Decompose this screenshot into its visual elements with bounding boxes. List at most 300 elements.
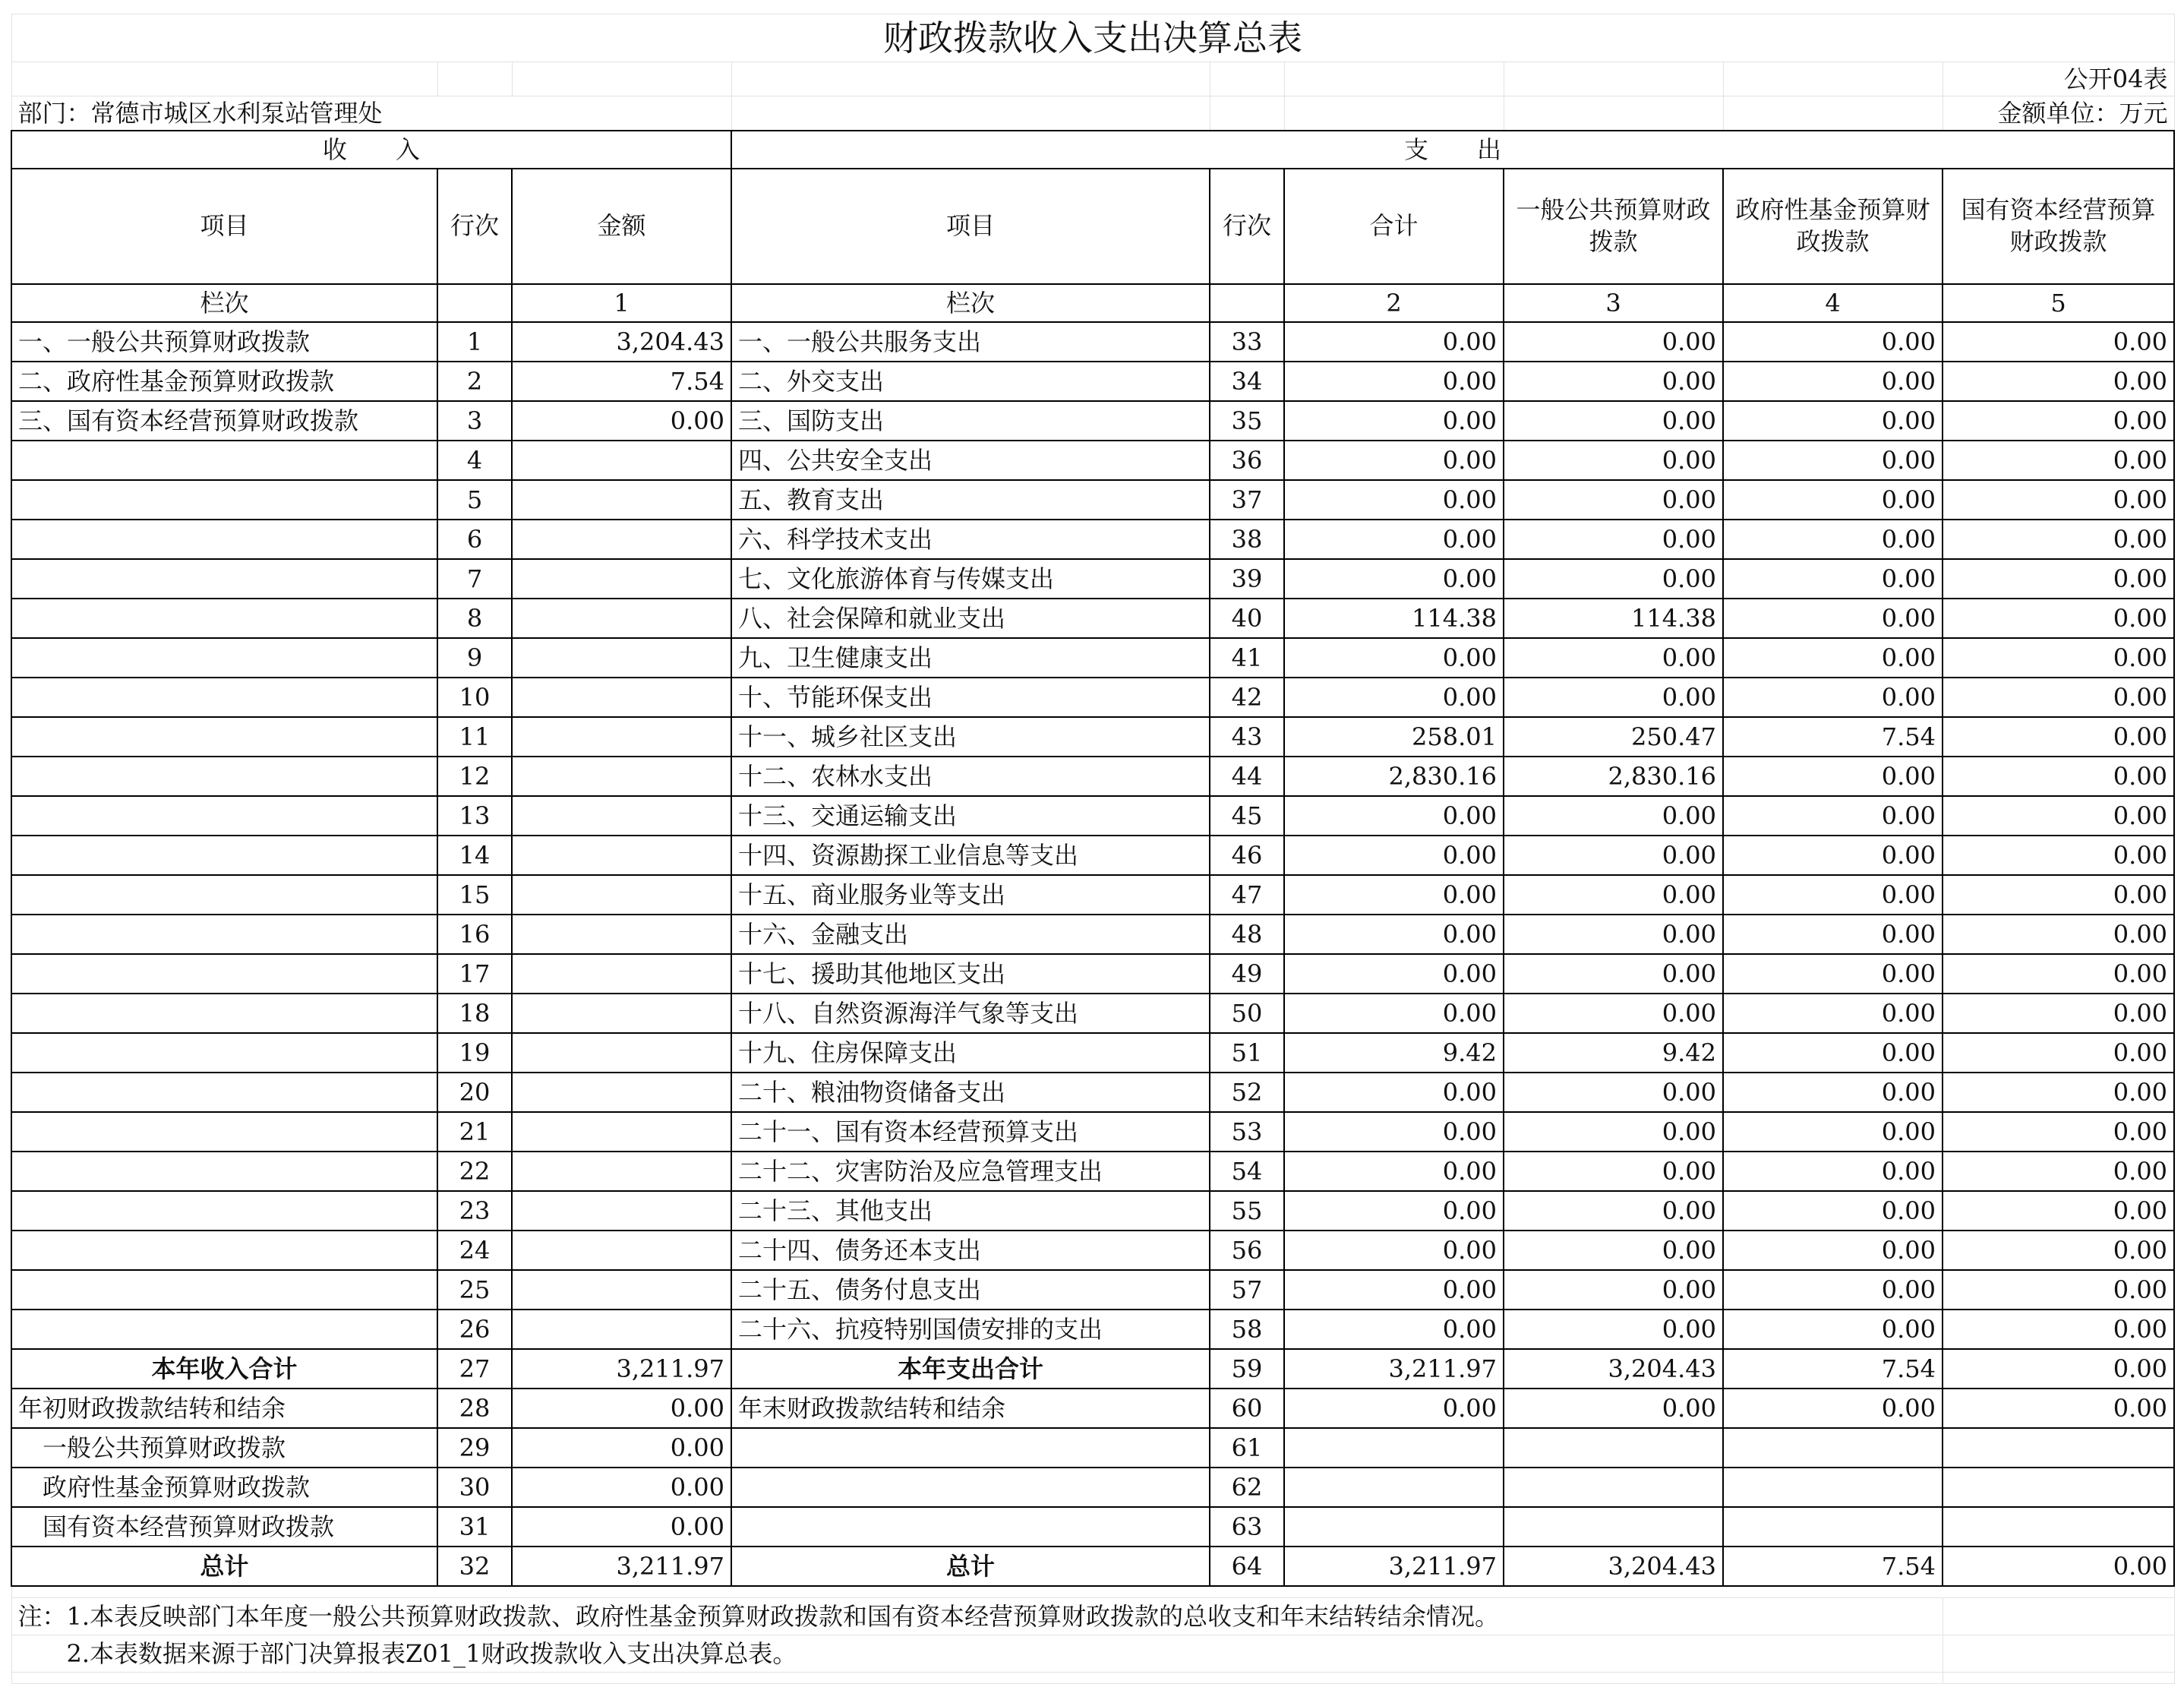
table-row [11, 1270, 2174, 1310]
amount-cell: 0.00 [1284, 520, 1504, 559]
line-number: 3 [437, 401, 512, 441]
line-number: 13 [437, 796, 512, 836]
amount-cell: 0.00 [1284, 362, 1504, 401]
line-number: 15 [437, 875, 512, 915]
amount-cell: 0.00 [1723, 757, 1943, 796]
amount-cell: 0.00 [1504, 638, 1723, 678]
expense-item: 三、国防支出 [731, 401, 1210, 441]
col-income-item: 项目 [11, 169, 437, 284]
expense-item: 二十、粮油物资储备支出 [731, 1073, 1210, 1112]
amount-cell: 7.54 [1723, 717, 1943, 757]
amount-cell: 0.00 [1943, 836, 2174, 875]
amount-cell: 0.00 [1723, 638, 1943, 678]
amount-cell: 0.00 [1284, 1152, 1504, 1191]
income-item [11, 875, 437, 915]
col-index-label: 栏次 [11, 284, 437, 322]
amount-cell: 0.00 [1284, 441, 1504, 480]
line-number: 26 [437, 1310, 512, 1349]
col-index-2: 2 [1284, 284, 1504, 322]
amount-cell: 0.00 [512, 1389, 731, 1428]
col-general-budget: 一般公共预算财政拨款 [1504, 169, 1723, 284]
expense-item: 一、一般公共服务支出 [731, 322, 1210, 362]
expense-item: 十七、援助其他地区支出 [731, 954, 1210, 994]
line-number: 10 [437, 678, 512, 717]
amount-cell: 0.00 [1943, 717, 2174, 757]
table-row [11, 717, 2174, 757]
amount-cell: 0.00 [1943, 1231, 2174, 1270]
expense-item: 二、外交支出 [731, 362, 1210, 401]
amount-cell: 0.00 [1504, 401, 1723, 441]
income-item [11, 1152, 437, 1191]
table-row [11, 520, 2174, 559]
grand-total-expense-label: 总计 [731, 1547, 1210, 1586]
col-index-3: 3 [1504, 284, 1723, 322]
expense-item: 十五、商业服务业等支出 [731, 875, 1210, 915]
line-number: 46 [1210, 836, 1284, 875]
amount-cell: 0.00 [1723, 401, 1943, 441]
table-row [11, 678, 2174, 717]
amount-cell: 0.00 [1504, 1389, 1723, 1428]
amount-cell: 0.00 [1504, 994, 1723, 1033]
col-index-4: 4 [1723, 284, 1943, 322]
amount-cell: 0.00 [1504, 362, 1723, 401]
amount-cell: 0.00 [1723, 678, 1943, 717]
line-number: 29 [437, 1428, 512, 1468]
line-number: 8 [437, 599, 512, 638]
table-row [11, 1073, 2174, 1112]
line-number: 36 [1210, 441, 1284, 480]
amount-cell: 0.00 [1943, 1073, 2174, 1112]
amount-cell: 0.00 [1943, 1112, 2174, 1152]
line-number: 25 [437, 1270, 512, 1310]
line-number: 30 [437, 1468, 512, 1507]
line-number: 59 [1210, 1349, 1284, 1389]
amount-cell: 0.00 [1504, 322, 1723, 362]
amount-cell: 0.00 [1943, 599, 2174, 638]
income-item [11, 1270, 437, 1310]
table-row [11, 599, 2174, 638]
line-number: 22 [437, 1152, 512, 1191]
amount-cell: 0.00 [1943, 1152, 2174, 1191]
expense-item: 十一、城乡社区支出 [731, 717, 1210, 757]
amount-cell: 0.00 [1723, 1231, 1943, 1270]
amount-cell [512, 1112, 731, 1152]
amount-cell: 0.00 [1943, 994, 2174, 1033]
note-line-2: 2.本表数据来源于部门决算报表Z01_1财政拨款收入支出决算总表。 [11, 1635, 1943, 1673]
col-index-exp-label: 栏次 [731, 284, 1210, 322]
amount-cell: 258.01 [1284, 717, 1504, 757]
line-number: 24 [437, 1231, 512, 1270]
line-number: 7 [437, 559, 512, 599]
amount-cell: 0.00 [1284, 1112, 1504, 1152]
income-item [11, 1112, 437, 1152]
line-number: 38 [1210, 520, 1284, 559]
line-number: 57 [1210, 1270, 1284, 1310]
expense-item: 十三、交通运输支出 [731, 796, 1210, 836]
line-number: 56 [1210, 1231, 1284, 1270]
amount-cell: 0.00 [1723, 994, 1943, 1033]
amount-cell: 0.00 [1284, 1073, 1504, 1112]
notes-section [11, 1586, 2174, 1684]
line-number: 37 [1210, 480, 1284, 520]
line-number: 54 [1210, 1152, 1284, 1191]
line-number: 53 [1210, 1112, 1284, 1152]
carry-in-label: 年初财政拨款结转和结余 [11, 1389, 437, 1428]
amount-cell: 0.00 [1504, 1152, 1723, 1191]
income-item [11, 836, 437, 875]
table-head [11, 131, 2174, 322]
amount-cell: 0.00 [1943, 441, 2174, 480]
income-item [11, 994, 437, 1033]
expense-item: 七、文化旅游体育与传媒支出 [731, 559, 1210, 599]
amount-cell [512, 1310, 731, 1349]
col-expense-item: 项目 [731, 169, 1210, 284]
line-number: 50 [1210, 994, 1284, 1033]
amount-cell: 0.00 [1943, 915, 2174, 954]
income-item [11, 1310, 437, 1349]
amount-cell [512, 678, 731, 717]
amount-cell: 0.00 [1943, 401, 2174, 441]
grand-total-income-amount: 3,211.97 [512, 1547, 731, 1586]
amount-cell: 0.00 [1284, 954, 1504, 994]
amount-cell: 0.00 [1723, 1191, 1943, 1231]
amount-cell: 0.00 [1943, 678, 2174, 717]
amount-cell: 114.38 [1284, 599, 1504, 638]
amount-cell: 3,204.43 [1504, 1547, 1723, 1586]
amount-cell: 0.00 [1943, 520, 2174, 559]
expense-item: 十六、金融支出 [731, 915, 1210, 954]
line-number: 16 [437, 915, 512, 954]
amount-cell: 0.00 [1284, 1191, 1504, 1231]
amount-cell: 0.00 [1723, 599, 1943, 638]
amount-cell: 3,211.97 [1284, 1349, 1504, 1389]
amount-cell: 9.42 [1504, 1033, 1723, 1073]
amount-cell: 3,211.97 [1284, 1547, 1504, 1586]
line-number: 43 [1210, 717, 1284, 757]
table-row [11, 796, 2174, 836]
income-item: 二、政府性基金预算财政拨款 [11, 362, 437, 401]
amount-cell: 0.00 [1504, 796, 1723, 836]
col-index-5: 5 [1943, 284, 2174, 322]
line-number: 33 [1210, 322, 1284, 362]
col-expense-line: 行次 [1210, 169, 1284, 284]
expense-item: 八、社会保障和就业支出 [731, 599, 1210, 638]
amount-cell: 0.00 [1723, 1389, 1943, 1428]
table-row [11, 875, 2174, 915]
line-number: 5 [437, 480, 512, 520]
income-item [11, 638, 437, 678]
expense-item: 六、科学技术支出 [731, 520, 1210, 559]
line-number: 55 [1210, 1191, 1284, 1231]
expense-item: 五、教育支出 [731, 480, 1210, 520]
amount-cell [512, 1033, 731, 1073]
col-income-amount: 金额 [512, 169, 731, 284]
line-number: 45 [1210, 796, 1284, 836]
amount-cell: 0.00 [1943, 757, 2174, 796]
income-item [11, 480, 437, 520]
line-number: 60 [1210, 1389, 1284, 1428]
amount-cell: 0.00 [1723, 954, 1943, 994]
line-number: 14 [437, 836, 512, 875]
table-row [11, 954, 2174, 994]
amount-cell [512, 954, 731, 994]
amount-cell [512, 836, 731, 875]
line-number: 34 [1210, 362, 1284, 401]
amount-cell: 0.00 [1504, 1270, 1723, 1310]
year-income-total-label: 本年收入合计 [11, 1349, 437, 1389]
table-row [11, 480, 2174, 520]
amount-cell [512, 757, 731, 796]
amount-cell: 0.00 [1284, 994, 1504, 1033]
amount-cell: 0.00 [1504, 480, 1723, 520]
amount-cell: 0.00 [512, 1428, 731, 1468]
income-item [11, 954, 437, 994]
amount-cell [512, 480, 731, 520]
amount-cell: 0.00 [1723, 322, 1943, 362]
line-number: 27 [437, 1349, 512, 1389]
amount-cell: 0.00 [1723, 1152, 1943, 1191]
note-line-1: 注：1.本表反映部门本年度一般公共预算财政拨款、政府性基金预算财政拨款和国有资本经营预算财政拨款的总收支和年末结转结余情况。 [11, 1598, 1943, 1635]
amount-cell: 0.00 [1284, 1270, 1504, 1310]
expense-item: 二十一、国有资本经营预算支出 [731, 1112, 1210, 1152]
year-income-total-amount: 3,211.97 [512, 1349, 731, 1389]
table-row [11, 401, 2174, 441]
table-row [11, 1231, 2174, 1270]
table-row [11, 559, 2174, 599]
sheet-header [11, 14, 2174, 131]
amount-cell: 0.00 [1723, 1112, 1943, 1152]
amount-cell: 0.00 [1723, 1033, 1943, 1073]
amount-cell: 0.00 [1504, 678, 1723, 717]
income-item: 一、一般公共预算财政拨款 [11, 322, 437, 362]
line-number: 1 [437, 322, 512, 362]
income-item [11, 599, 437, 638]
amount-cell: 0.00 [1943, 559, 2174, 599]
amount-cell: 0.00 [1504, 1231, 1723, 1270]
amount-cell [512, 441, 731, 480]
amount-cell: 250.47 [1504, 717, 1723, 757]
line-number: 19 [437, 1033, 512, 1073]
amount-cell: 0.00 [512, 401, 731, 441]
amount-cell: 0.00 [1943, 954, 2174, 994]
income-item [11, 559, 437, 599]
line-number: 18 [437, 994, 512, 1033]
amount-cell: 0.00 [512, 1468, 731, 1507]
line-number: 48 [1210, 915, 1284, 954]
table-row [11, 441, 2174, 480]
amount-cell: 0.00 [1723, 875, 1943, 915]
amount-cell [512, 1270, 731, 1310]
amount-cell: 0.00 [1943, 480, 2174, 520]
amount-cell: 0.00 [1504, 441, 1723, 480]
table-row [11, 362, 2174, 401]
line-number: 11 [437, 717, 512, 757]
line-number: 32 [437, 1547, 512, 1586]
line-number: 49 [1210, 954, 1284, 994]
line-number: 17 [437, 954, 512, 994]
amount-cell: 0.00 [1284, 401, 1504, 441]
amount-cell: 0.00 [512, 1507, 731, 1547]
table-row [11, 322, 2174, 362]
spreadsheet [11, 14, 2173, 1684]
amount-cell: 0.00 [1943, 1310, 2174, 1349]
amount-cell: 0.00 [1943, 1547, 2174, 1586]
amount-cell [512, 915, 731, 954]
expense-item: 二十五、债务付息支出 [731, 1270, 1210, 1310]
income-item [11, 915, 437, 954]
amount-cell: 0.00 [1723, 796, 1943, 836]
expense-item: 十四、资源勘探工业信息等支出 [731, 836, 1210, 875]
income-item [11, 717, 437, 757]
amount-cell: 0.00 [1284, 1389, 1504, 1428]
line-number: 51 [1210, 1033, 1284, 1073]
amount-cell: 3,204.43 [1504, 1349, 1723, 1389]
line-number: 40 [1210, 599, 1284, 638]
expense-section-header: 支 出 [731, 131, 2174, 169]
line-number: 12 [437, 757, 512, 796]
amount-cell [512, 994, 731, 1033]
line-number: 39 [1210, 559, 1284, 599]
line-number: 9 [437, 638, 512, 678]
amount-cell: 0.00 [1943, 362, 2174, 401]
line-number: 4 [437, 441, 512, 480]
amount-cell: 7.54 [1723, 1547, 1943, 1586]
amount-cell [512, 559, 731, 599]
line-number: 64 [1210, 1547, 1284, 1586]
amount-cell: 0.00 [1723, 520, 1943, 559]
income-item [11, 1191, 437, 1231]
expense-item: 十九、住房保障支出 [731, 1033, 1210, 1073]
amount-cell: 0.00 [1504, 915, 1723, 954]
amount-cell: 0.00 [1943, 1389, 2174, 1428]
col-income-line: 行次 [437, 169, 512, 284]
amount-cell: 0.00 [1284, 559, 1504, 599]
income-item: 三、国有资本经营预算财政拨款 [11, 401, 437, 441]
expense-item: 十八、自然资源海洋气象等支出 [731, 994, 1210, 1033]
expense-item: 二十六、抗疫特别国债安排的支出 [731, 1310, 1210, 1349]
income-item [11, 1231, 437, 1270]
line-number: 41 [1210, 638, 1284, 678]
expense-item: 二十三、其他支出 [731, 1191, 1210, 1231]
amount-cell: 0.00 [1284, 480, 1504, 520]
amount-cell [512, 1231, 731, 1270]
line-number: 20 [437, 1073, 512, 1112]
amount-cell: 0.00 [1504, 1112, 1723, 1152]
line-number: 61 [1210, 1428, 1284, 1468]
amount-cell: 0.00 [1504, 875, 1723, 915]
amount-cell [512, 1073, 731, 1112]
income-item [11, 520, 437, 559]
amount-cell: 0.00 [1284, 638, 1504, 678]
line-number: 2 [437, 362, 512, 401]
amount-cell: 0.00 [1723, 836, 1943, 875]
table-row [11, 836, 2174, 875]
expense-item: 二十四、债务还本支出 [731, 1231, 1210, 1270]
amount-cell: 0.00 [1504, 954, 1723, 994]
line-number: 44 [1210, 757, 1284, 796]
sub-row-label: 政府性基金预算财政拨款 [11, 1468, 437, 1507]
department-label: 部门：常德市城区水利泵站管理处 [11, 96, 731, 131]
amount-cell: 0.00 [1723, 480, 1943, 520]
amount-cell: 0.00 [1723, 1073, 1943, 1112]
fiscal-summary-table [11, 14, 2175, 1684]
amount-cell [512, 599, 731, 638]
amount-cell: 0.00 [1723, 1270, 1943, 1310]
amount-cell [512, 875, 731, 915]
amount-cell: 0.00 [1943, 1270, 2174, 1310]
amount-cell: 0.00 [1723, 362, 1943, 401]
expense-item: 九、卫生健康支出 [731, 638, 1210, 678]
amount-cell: 7.54 [1723, 1349, 1943, 1389]
page-title: 财政拨款收入支出决算总表 [11, 14, 2174, 62]
amount-cell: 0.00 [1943, 322, 2174, 362]
amount-cell: 0.00 [1284, 322, 1504, 362]
income-item [11, 757, 437, 796]
table-body [11, 322, 2174, 1349]
table-row [11, 994, 2174, 1033]
amount-cell: 0.00 [1284, 836, 1504, 875]
income-item [11, 1073, 437, 1112]
sub-row-label: 国有资本经营预算财政拨款 [11, 1507, 437, 1547]
col-index-1: 1 [512, 284, 731, 322]
income-item [11, 1033, 437, 1073]
amount-cell: 0.00 [1943, 1191, 2174, 1231]
line-number: 28 [437, 1389, 512, 1428]
grand-total-income-label: 总计 [11, 1547, 437, 1586]
amount-cell: 0.00 [1284, 915, 1504, 954]
amount-cell: 0.00 [1943, 875, 2174, 915]
table-row [11, 1112, 2174, 1152]
amount-cell: 0.00 [1504, 559, 1723, 599]
amount-cell: 0.00 [1723, 559, 1943, 599]
line-number: 21 [437, 1112, 512, 1152]
amount-cell: 0.00 [1284, 1231, 1504, 1270]
col-state-capital: 国有资本经营预算财政拨款 [1943, 169, 2174, 284]
line-number: 42 [1210, 678, 1284, 717]
table-row [11, 1310, 2174, 1349]
amount-cell [512, 1152, 731, 1191]
amount-cell: 114.38 [1504, 599, 1723, 638]
line-number: 62 [1210, 1468, 1284, 1507]
expense-item: 十、节能环保支出 [731, 678, 1210, 717]
line-number: 35 [1210, 401, 1284, 441]
amount-cell [512, 520, 731, 559]
table-row [11, 1191, 2174, 1231]
amount-cell: 0.00 [1284, 678, 1504, 717]
amount-cell: 0.00 [1504, 520, 1723, 559]
form-code: 公开04表 [1943, 62, 2174, 96]
line-number: 23 [437, 1191, 512, 1231]
line-number: 52 [1210, 1073, 1284, 1112]
amount-cell: 0.00 [1723, 915, 1943, 954]
amount-cell: 0.00 [1284, 796, 1504, 836]
expense-item: 十二、农林水支出 [731, 757, 1210, 796]
amount-cell: 2,830.16 [1504, 757, 1723, 796]
amount-cell: 0.00 [1943, 1033, 2174, 1073]
amount-cell: 0.00 [1504, 1191, 1723, 1231]
year-expense-total-label: 本年支出合计 [731, 1349, 1210, 1389]
income-item [11, 441, 437, 480]
amount-cell [512, 796, 731, 836]
amount-cell: 0.00 [1943, 796, 2174, 836]
expense-item: 四、公共安全支出 [731, 441, 1210, 480]
unit-label: 金额单位：万元 [1943, 96, 2174, 131]
amount-cell: 0.00 [1504, 836, 1723, 875]
amount-cell: 2,830.16 [1284, 757, 1504, 796]
table-row [11, 1152, 2174, 1191]
table-foot [11, 1349, 2174, 1586]
carry-out-label: 年末财政拨款结转和结余 [731, 1389, 1210, 1428]
